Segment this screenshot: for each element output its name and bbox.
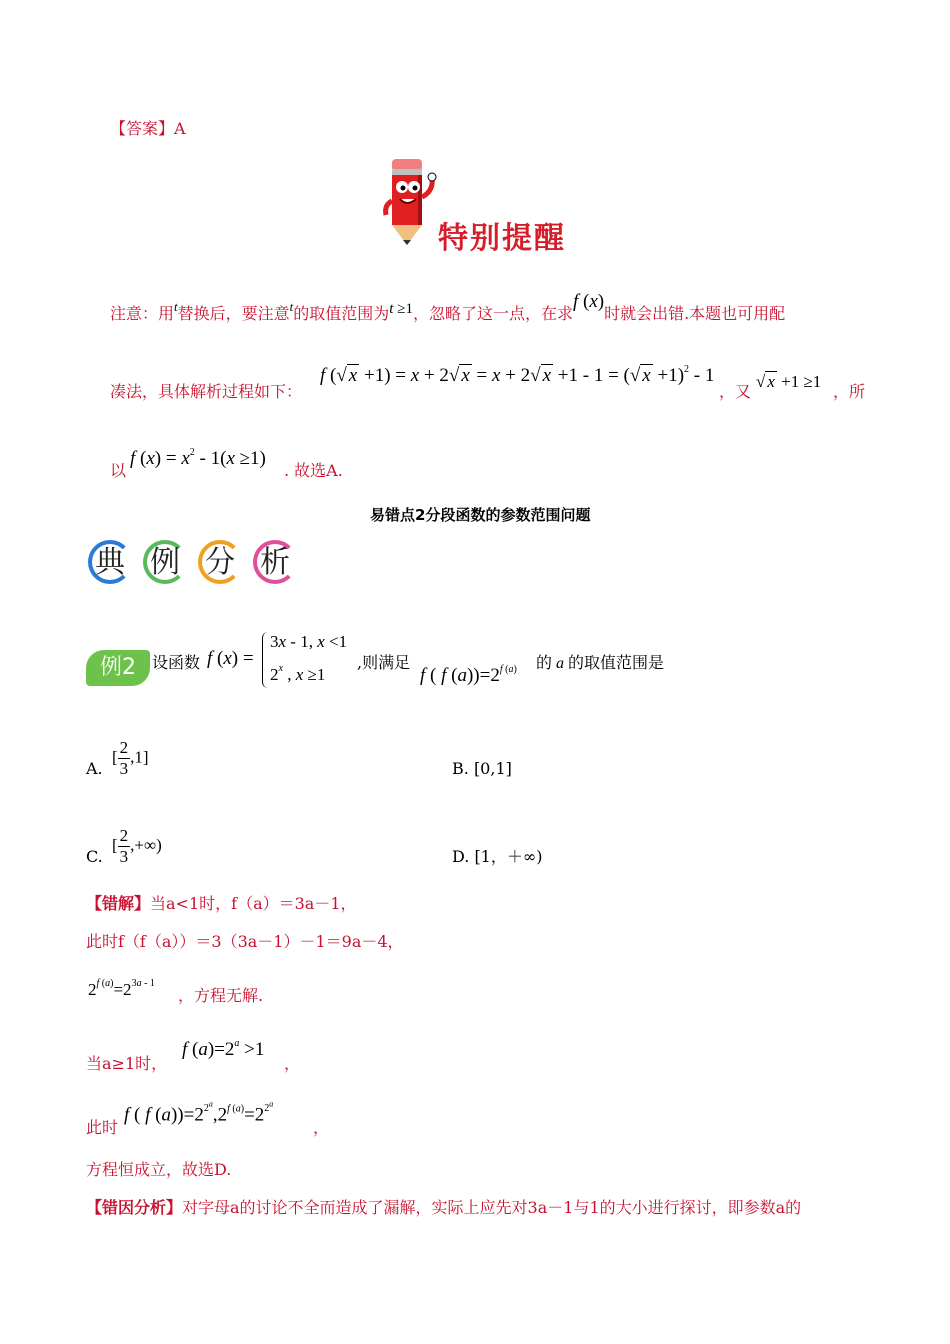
section-title: 易错点2分段函数的参数范围问题 <box>370 506 591 524</box>
wrong-solution-line-4-end: ， <box>284 1054 301 1073</box>
wrong-solution-line-5-end: ， <box>313 1118 330 1137</box>
banner-char-4: 析 <box>253 540 297 584</box>
option-c-label: C. <box>86 847 103 866</box>
option-b-value: [0,1] <box>473 759 512 778</box>
note-text-2b: ，又 <box>719 382 752 401</box>
math-fx: f (x) <box>572 291 605 312</box>
option-b-label: B. <box>452 759 469 778</box>
math-power-eq: $2^{f (a)}=2^{3a - 1}$ <box>88 978 155 999</box>
option-d-label: D. <box>452 847 470 866</box>
example-text-2: ,则满足 <box>357 653 411 672</box>
example-text-1: 设函数 <box>152 653 201 672</box>
option-c[interactable] <box>86 812 446 872</box>
wrong-solution-label: 【错解】 <box>86 894 151 913</box>
note-line-1 <box>110 292 785 324</box>
note-line-2-end <box>833 382 865 402</box>
banner-char-2: 例 <box>143 540 187 584</box>
error-analysis <box>86 1198 801 1218</box>
wrong-solution-line-2: 此时f（f（a））＝3（3a－1）－1＝9a－4， <box>86 932 404 951</box>
option-d[interactable] <box>452 847 542 867</box>
note-text-1e: 时就会出错.本题也可用配 <box>604 304 786 323</box>
answer-line <box>110 119 186 139</box>
wrong-solution-line-4: 当a≥1时， <box>86 1054 168 1073</box>
example-text-3a: 的 <box>536 653 553 672</box>
piecewise-case-1: 3x - 1, x <1 <box>270 632 348 651</box>
example-analysis-banner <box>88 540 328 590</box>
piecewise-case-2: 2$^x$ , x ≥1 <box>270 663 326 684</box>
note-text-3b: . 故选A. <box>284 461 343 480</box>
banner-char-3: 分 <box>198 540 242 584</box>
wrong-solution-line-3: ，方程无解. <box>178 986 264 1005</box>
option-c-value: [ $\frac{2}{3}$ ,+∞) <box>112 826 162 866</box>
option-a[interactable] <box>86 724 446 784</box>
note-line-3 <box>110 461 126 481</box>
tip-banner <box>378 155 588 256</box>
math-piecewise-f: f (x) = <box>207 648 254 669</box>
wrong-solution-text-1: 当a<1时，f（a）＝3a－1， <box>150 894 357 913</box>
note-text-1d: ，忽略了这一点，在求 <box>412 304 573 323</box>
math-ffa: f ( f $(a))=2^{2^a},2^{f (a)}=2^{2^a}$ <box>124 1100 274 1126</box>
option-a-value: [ $\frac{2}{3}$ ,1] <box>112 738 149 778</box>
tip-banner-text: 特别提醒 <box>438 221 566 256</box>
answer-value: A <box>174 119 186 138</box>
note-line-2-mid <box>719 382 751 402</box>
math-fa-gt-1: f $(a)=2^a >1$ <box>182 1038 265 1060</box>
wrong-solution-line-5: 此时 <box>86 1118 119 1137</box>
note-text-2a: 凑法，具体解析过程如下： <box>110 382 303 401</box>
note-line-3-end <box>284 461 343 481</box>
note-line-2 <box>110 382 302 402</box>
example-text-3: 的 a 的取值范围是 <box>536 653 665 672</box>
wrong-solution-line-6: 方程恒成立，故选D. <box>86 1160 232 1179</box>
note-text-1c: 的取值范围为 <box>293 304 390 323</box>
note-text-2c: ，所 <box>833 382 866 401</box>
pencil-mascot-icon <box>378 155 438 247</box>
option-a-label: A. <box>86 759 103 778</box>
var-t: t <box>174 299 178 314</box>
math-fx-result: f $(x) = x^2 - 1(x \ge 1)$ <box>130 447 266 469</box>
math-derivation: f (√ x +1) = x + 2√ x = x + 2√ x +1 - 1 = (√ x +1)$^2$ - 1 <box>320 364 715 386</box>
note-text-1a: 注意：用 <box>110 304 175 323</box>
error-analysis-label: 【错因分析】 <box>86 1198 183 1217</box>
math-condition: f ( f $(a))=2^{f (a)}$ <box>420 664 517 686</box>
example-badge: 例2 <box>86 650 150 686</box>
note-text-3a: 以 <box>110 461 127 480</box>
answer-label: 【答案】 <box>110 119 175 138</box>
wrong-solution-line-1 <box>86 894 357 914</box>
option-b[interactable] <box>452 759 512 779</box>
option-d-value: [1，＋∞) <box>474 847 543 866</box>
math-sqrt-x-plus-1: √ x +1 ≥1 <box>756 372 822 391</box>
banner-char-1: 典 <box>88 540 132 584</box>
var-t: t <box>289 299 294 314</box>
note-text-1b: 替换后，要注意 <box>177 304 290 323</box>
math-t-ge-1: t ≥1 <box>389 301 413 317</box>
example-text-4: 的取值范围是 <box>568 653 665 672</box>
error-analysis-text: 对字母a的讨论不全而造成了漏解，实际上应先对3a－1与1的大小进行探讨，即参数a的 <box>182 1198 802 1217</box>
